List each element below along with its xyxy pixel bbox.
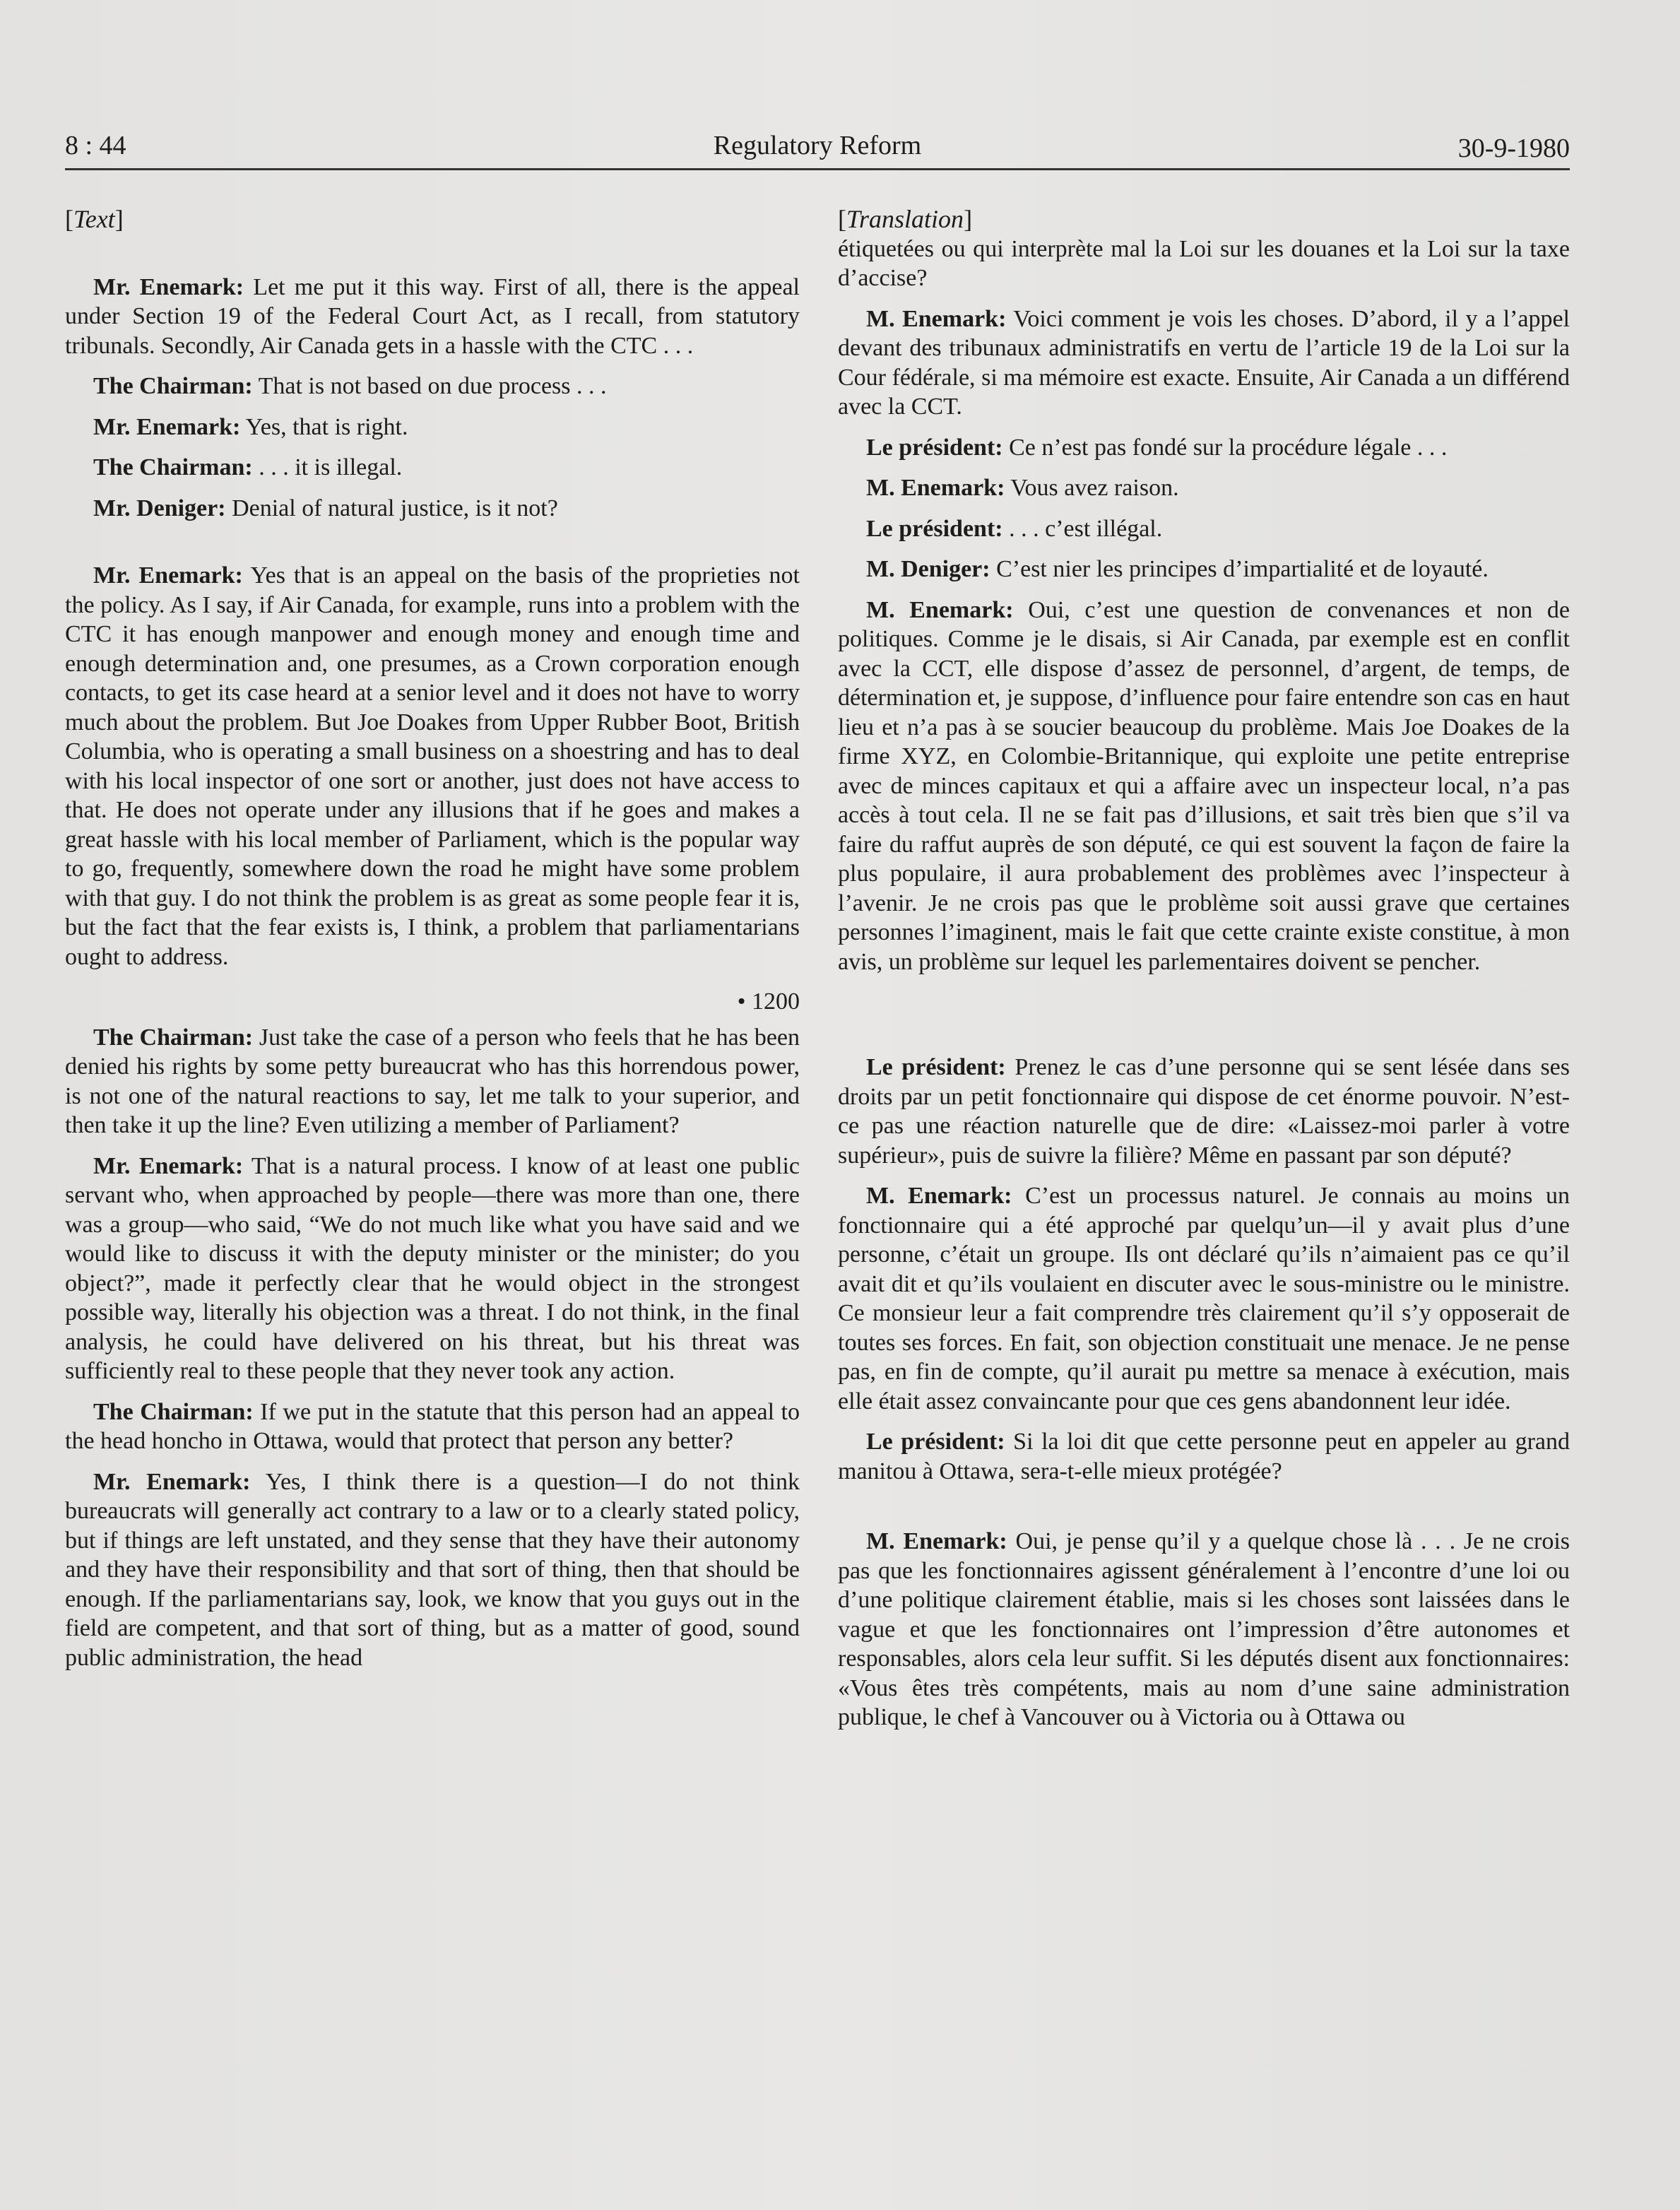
page-header <box>65 126 1570 170</box>
speaker-name: Mr. Enemark: <box>93 562 243 589</box>
paragraph <box>838 1053 1570 1170</box>
paragraph <box>65 453 800 483</box>
speaker-name: M. Enemark: <box>866 1528 1007 1554</box>
speech-text: That is a natural process. I know of at least one public servant who, when approached by people—there was more than one, there was a group—who said, “We do not much like what you have said and we would like to discuss it with the deputy minister or the minister; do you object?”, made it perfectly clear that he would object in the strongest possible way, literally his objection was a threat. I do not think, in the final analysis, he could have delivered on his threat, but his threat was sufficiently real to these people that they never took any action. <box>65 1152 800 1384</box>
speech-text: Yes, I think there is a question—I do not think bureaucrats will generally act contrary to a law or to a clearly stated policy, but if things are left unstated, and they sense that they have their autonomy and they have their responsibility and that sort of thing, then that should be enough. If the parliamentarians say, look, we know that you guys out in the field are competent, and that sort of thing, but as a matter of good, sound public administration, the head <box>65 1468 800 1671</box>
speaker-name: Le président: <box>866 1429 1005 1455</box>
speech-text: Oui, c’est une question de convenances et non de politiques. Comme je le disais, si Air Canada, par exemple est en conflit avec la CCT, elle dispose d’assez de personnel, d’argent, de temps, de détermination et, je suppose, d’influence pour faire entendre son cas en haut lieu et n’a pas à se soucier beaucoup du problème. Mais Joe Doakes de la firme XYZ, en Colombie-Britannique, qui exploite une petite entreprise avec de minces capitaux et qui a affaire avec un inspecteur local, n’a pas accès à tout cela. Il ne se fait pas d’illusions, et sait très bien que s’il va faire du raffut auprès de son député, ce qui est souvent la façon de faire la plus populaire, il aura probablement des problèmes avec l’inspecteur à l’avenir. Je ne crois pas que le problème soit aussi grave que certaines personnes l’imaginent, mais le fait que cette crainte existe constitue, à mon avis, un problème sur lequel les parlementaires doivent se pencher. <box>838 596 1570 975</box>
speech-text: Si la loi dit que cette personne peut en appeler au grand manitou à Ottawa, sera-t-elle mieux protégée? <box>838 1429 1570 1484</box>
speech-text: Yes, that is right. <box>240 413 408 440</box>
speaker-name: M. Enemark: <box>866 305 1007 332</box>
speech-text: . . . c’est illégal. <box>1002 515 1163 542</box>
paragraph <box>65 1398 800 1456</box>
speech-text: Let me put it this way. First of all, there is the appeal under Section 19 of the Federal Court Act, as I recall, from statutory tribunals. Secondly, Air Canada gets in a hassle with the CTC . . . <box>65 273 800 359</box>
paragraph <box>838 473 1570 503</box>
page-date: 30-9-1980 <box>1457 134 1570 163</box>
speaker-name: M. Deniger: <box>866 556 990 582</box>
paragraph <box>838 1427 1570 1486</box>
speaker-name: Mr. Enemark: <box>93 413 241 440</box>
running-title: Regulatory Reform <box>713 131 922 160</box>
speech-text: Yes that is an appeal on the basis of the proprieties not the policy. As I say, if Air Canada, for example, runs into a problem with the CTC it has enough manpower and enough money and enough time and enough determination and, one presumes, as a Crown corporation enough contacts, to get its case heard at a senior level and it does not have to worry much about the problem. But Joe Doakes from Upper Rubber Boot, British Columbia, who is operating a small business on a shoestring and has to deal with his local inspector of one sort or another, just does not have access to that. He does not operate under any illusions that if he goes and makes a great hassle with his local member of Parliament, which is the popular way to go, frequently, somewhere down the road he might have some problem with that guy. I do not think the problem is as great as some people fear it is, but the fact that the fear exists is, I think, a problem that parliamentarians ought to address. <box>65 562 800 970</box>
paragraph <box>838 1527 1570 1732</box>
paragraph <box>65 494 800 524</box>
paragraph <box>65 561 800 971</box>
speaker-name: M. Enemark: <box>866 596 1014 623</box>
english-column <box>65 205 800 1672</box>
speaker-name: The Chairman: <box>93 1398 254 1425</box>
column-tag: [Translation] <box>838 205 973 233</box>
speech-text: If we put in the statute that this person had an appeal to the head honcho in Ottawa, would that protect that person any better? <box>65 1398 800 1454</box>
speaker-name: Le président: <box>866 515 1003 542</box>
speaker-name: Mr. Enemark: <box>93 1152 244 1179</box>
speaker-name: M. Enemark: <box>866 475 1005 501</box>
page-number: 8 : 44 <box>65 131 126 160</box>
speaker-name: Mr. Enemark: <box>93 1468 251 1495</box>
speech-text: . . . it is illegal. <box>252 454 403 480</box>
paragraph <box>65 1023 800 1140</box>
french-column <box>838 205 1570 1732</box>
paragraph <box>65 273 800 361</box>
paragraph <box>65 1152 800 1386</box>
speech-text: Voici comment je vois les choses. D’abord, il y a l’appel devant des tribunaux administratifs en vertu de l’article 19 de la Loi sur la Cour fédérale, si ma mémoire est exacte. Ensuite, Air Canada a un différend avec la CCT. <box>838 305 1570 420</box>
paragraph <box>838 433 1570 463</box>
paragraph <box>838 1181 1570 1416</box>
speech-text: Just take the case of a person who feels that he has been denied his rights by some petty bureaucrat who has this horrendous power, is not one of the natural reactions to say, let me talk to your superior, and then take it up the line? Even utilizing a member of Parliament? <box>65 1024 800 1138</box>
speaker-name: Le président: <box>866 434 1003 461</box>
paragraph <box>65 372 800 401</box>
speech-text: Prenez le cas d’une personne qui se sent lésée dans ses droits par un petit fonctionnaire qui dispose de cet énorme pouvoir. N’est-ce pas une réaction naturelle que de dire: «Laissez-moi parler à votre supérieur», puis de suivre la filière? Même en passant par son député? <box>838 1054 1570 1169</box>
speaker-name: Le président: <box>866 1054 1006 1080</box>
time-marker: • 1200 <box>737 988 800 1015</box>
paragraph <box>838 555 1570 584</box>
speech-text: Denial of natural justice, is it not? <box>225 495 558 521</box>
speech-text: That is not based on due process . . . <box>252 373 607 399</box>
speech-text: C’est un processus naturel. Je connais au moins un fonctionnaire qui a été approché par quelqu’un—il y avait plus d’une personne, c’était un groupe. Ils ont déclaré qu’ils n’aimaient pas ce qu’il avait dit et qu’ils voulaient en discuter avec le sous-ministre ou le ministre. Ce monsieur leur a fait comprendre très clairement qu’il s’y opposerait de toutes ses forces. En fait, son objection constituait une menace. Je ne pense pas, en fin de compte, qu’il aurait pu mettre sa menace à exécution, mais elle était assez convaincante pour que ces gens abandonnent leur idée. <box>838 1183 1570 1414</box>
speech-text: Vous avez raison. <box>1005 475 1179 501</box>
paragraph <box>838 514 1570 544</box>
speech-text: Oui, je pense qu’il y a quelque chose là . . . Je ne crois pas que les fonctionnaires agissent généralement à l’encontre d’une loi ou d’une politique clairement établie, mais si les choses sont laissées dans le vague et que les fonctionnaires ont l’impression d’être autonomes et responsables, alors cela leur suffit. Si les députés disent aux fonctionnaires: «Vous êtes très compétents, mais au nom d’une saine administration publique, le chef à Vancouver ou à Victoria ou à Ottawa ou <box>838 1528 1570 1730</box>
speech-text: Ce n’est pas fondé sur la procédure légale . . . <box>1002 434 1448 461</box>
speaker-name: M. Enemark: <box>866 1183 1012 1209</box>
paragraph <box>838 596 1570 977</box>
column-tag: [Text] <box>65 205 124 233</box>
continued-text: étiquetées ou qui interprète mal la Loi sur les douanes et la Loi sur la taxe d’accise? <box>838 235 1570 291</box>
paragraph <box>65 1467 800 1673</box>
speaker-name: The Chairman: <box>93 1024 254 1051</box>
speaker-name: Mr. Enemark: <box>93 273 244 300</box>
speech-text: C’est nier les principes d’impartialité et de loyauté. <box>990 556 1489 582</box>
speaker-name: Mr. Deniger: <box>93 495 226 521</box>
paragraph <box>65 413 800 442</box>
speaker-name: The Chairman: <box>93 373 253 399</box>
paragraph <box>838 305 1570 422</box>
speaker-name: The Chairman: <box>93 454 253 480</box>
